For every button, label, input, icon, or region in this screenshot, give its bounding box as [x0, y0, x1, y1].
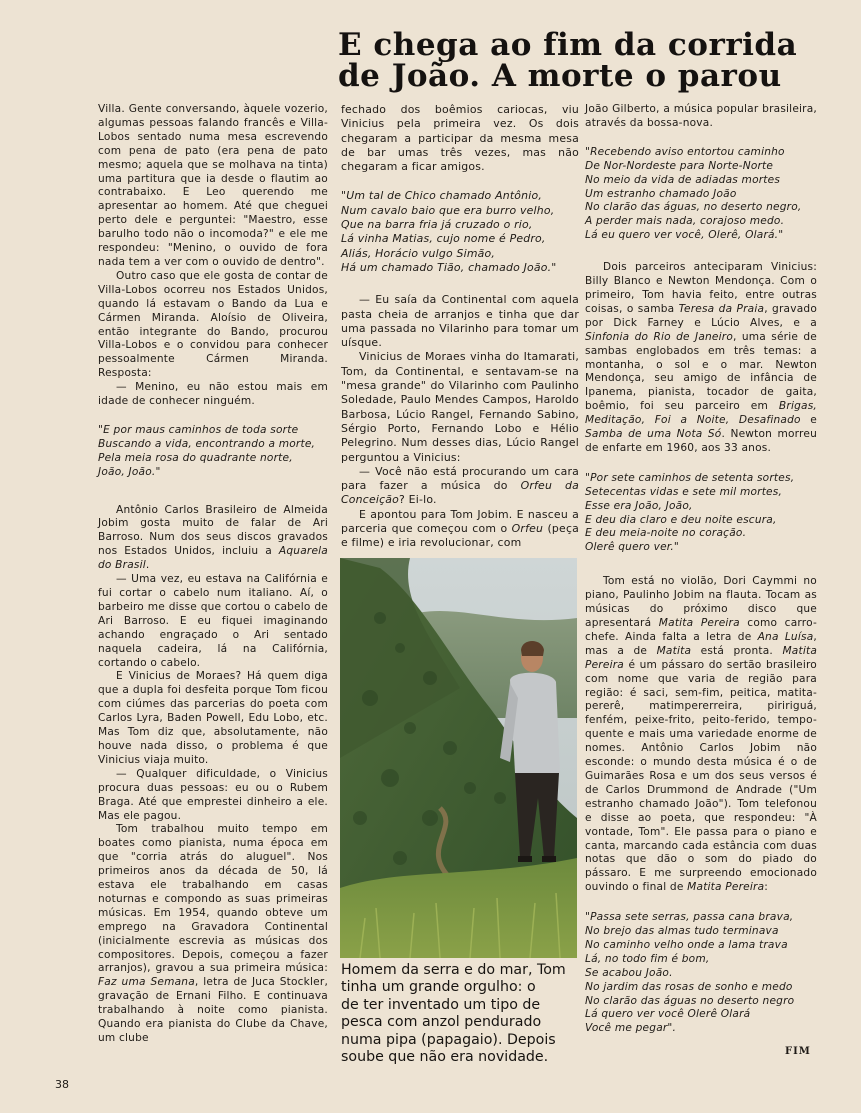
paragraph: Vinicius de Moraes vinha do Itamarati, Tom, da Continental, e sentavam-se na "mesa grande" do Vilarinho com Paulinho Soledade, Paulo Mendes Campos, Haroldo Barbosa, Lúcio Rangel, Fernando Sabino, Sérgio Porto, Fernando Lobo e Hélio Pelegrino. Num desses dias, Lúcio Rangel perguntou a Vinicius:	[341, 350, 579, 464]
verse-line: Aliás, Horácio vulgo Simão,	[341, 246, 496, 260]
title-line-2: de João. A morte o parou	[338, 58, 782, 94]
column-2	[341, 103, 579, 551]
verse-line: "E por maus caminhos de toda sorte	[98, 423, 299, 436]
verse-line: Um estranho chamado João	[585, 187, 737, 200]
verse-line: E deu dia claro e deu noite escura,	[585, 513, 777, 526]
verse-line: "Por sete caminhos de setenta sortes,	[585, 471, 795, 484]
caption-line: pesca com anzol pendurado	[341, 1014, 542, 1031]
verse-line: Há um chamado Tião, chamado João."	[341, 260, 557, 274]
paragraph: — Menino, eu não estou mais em idade de conhecer ninguém.	[98, 381, 328, 408]
caption-line: soube que não era novidade.	[341, 1049, 549, 1066]
paragraph: Dois parceiros anteciparam Vinicius: Billy Blanco e Newton Mendonça. Com o primeiro, Tom havia feito, entre outras coisas, o samba Teresa da Praia, gravado por Dick Farney e Lúcio Alves, e a Sinfonia do Rio de Janeiro, uma série de sambas englobados em três temas: a montanha, o sol e o mar. Newton Mendonça, seu amigo de infância de Ipanema, pianista, tocador de gaita, boêmio, foi seu parceiro em Brigas, Meditação, Foi a Noite, Desafinado e Samba de uma Nota Só. Newton morreu de enfarte em 1960, aos 33 anos.	[585, 261, 818, 454]
article-title	[338, 27, 838, 94]
title-line-1: E chega ao fim da corrida	[338, 27, 798, 63]
paragraph: Antônio Carlos Brasileiro de Almeida Jobim gosta muito de falar de Ari Barroso. Num dos seus discos gravados nos Estados Unidos, incluiu a Aquarela do Brasil.	[98, 503, 328, 572]
verse-line: No caminho velho onde a lama trava	[585, 938, 788, 951]
caption-line: de ter inventado um tipo de	[341, 996, 541, 1013]
column-3	[585, 103, 817, 1052]
verse-line: "Um tal de Chico chamado Antônio,	[341, 189, 543, 203]
paragraph: Tom está no violão, Dori Caymmi no piano, Paulinho Jobim na flauta. Tocam as músicas do próximo disco que apresentará Matita Pereira como carro-chefe. Ainda falta a letra de Ana Luísa, mas a de Matita está pronta. Matita Pereira é um pássaro do sertão brasileiro com nome que varia de região para região: é saci, sem-fim, peitica, matita-pererê, matimpererreira, piririguá, fenfém, peixe-frito, peito-ferido, tempo-quente e mais uma variedade enorme de nomes. Antônio Carlos Jobim não esconde: o mundo desta música é o de Guimarães Rosa e um dos seus versos é de Carlos Drummond de Andrade ("Um estranho chamado João"). Tom telefonou e disse ao poeta, que respondeu: "À vontade, Tom". Ele passa para o piano e canta, marcando cada estância com duas notas que dão o som do piado do pássaro. E me surpreendo emocionado ouvindo o final de Matita Pereira:	[585, 575, 818, 894]
verse-line: Lá eu quero ver você, Olerê, Olará."	[585, 229, 784, 242]
verse-line: No meio da vida de adiadas mortes	[585, 173, 781, 186]
verse-line: Lá quero ver você Olerê Olará	[585, 1008, 751, 1021]
photo-illustration	[340, 558, 577, 958]
verse-block	[585, 472, 817, 555]
verse-block	[585, 146, 817, 243]
verse-block	[341, 189, 579, 275]
verse-line: E deu meia-noite no coração.	[585, 527, 747, 540]
verse-line: Num cavalo baio que era burro velho,	[341, 203, 555, 217]
end-mark: FIM	[785, 1046, 811, 1057]
verse-line: Lá vinha Matias, cujo nome é Pedro,	[341, 232, 546, 246]
verse-line: João, João."	[98, 465, 161, 478]
paragraph: — Você não está procurando um cara para fazer a música do Orfeu da Conceição? Ei-lo.	[341, 464, 579, 507]
verse-line: Que na barra fria já cruzado o rio,	[341, 218, 533, 232]
verse-line: No brejo das almas tudo terminava	[585, 925, 779, 938]
verse-line: Pela meia rosa do quadrante norte,	[98, 451, 293, 464]
verse-line: Você me pegar".	[585, 1022, 677, 1035]
verse-line: Olerê quero ver."	[585, 541, 680, 554]
photo-man-on-mountain	[340, 558, 577, 958]
caption-line: numa pipa (papagaio). Depois	[341, 1031, 556, 1048]
photo-caption	[341, 962, 577, 1066]
caption-line: tinha um grande orgulho: o	[341, 979, 536, 996]
verse-line: "Passa sete serras, passa cana brava,	[585, 911, 794, 924]
paragraph: — Qualquer dificuldade, o Vinicius procura duas pessoas: eu ou o Rubem Braga. Até que emprestei dinheiro a ele. Mas ele pagou.	[98, 767, 328, 822]
verse-line: Lá, no todo fim é bom,	[585, 952, 710, 965]
paragraph: João Gilberto, a música popular brasileira, através da bossa-nova.	[585, 103, 817, 129]
verse-line: Esse era João, João,	[585, 499, 693, 512]
paragraph: E apontou para Tom Jobim. E nasceu a parceria que começou com o Orfeu (peça e filme) e iria revolucionar, com	[341, 507, 580, 550]
paragraph: — Eu saía da Continental com aquela pasta cheia de arranjos e tinha que dar uma passada no Vilarinho para tomar um uísque.	[341, 293, 579, 350]
paragraph: Tom trabalhou muito tempo em boates como pianista, numa época em que "corria atrás do aluguel". Nos primeiros anos da década de 50, lá estava ele trabalhando em casas noturnas e compondo as suas primeiras músicas. Em 1954, quando obteve um emprego na Gravadora Continental (inicialmente escrevia as músicas dos compositores. Depois, começou a fazer arranjos), gravou a sua primeira música: Faz uma Semana, letra de Juca Stockler, gravação de Ernani Filho. E continuava trabalhando à noite como pianista. Quando era pianista do Clube da Chave, um clube	[98, 823, 329, 1044]
column-1	[98, 103, 328, 1046]
verse-block	[98, 424, 328, 480]
paragraph: Outro caso que ele gosta de contar de Villa-Lobos ocorreu nos Estados Unidos, quando lá estavam o Bando da Lua e Cármen Miranda. Aloísio de Oliveira, então integrante do Bando, procurou Villa-Lobos e o convidou para conhecer pessoalmente Cármen Miranda. Resposta:	[98, 269, 328, 380]
verse-line: A perder mais nada, corajoso medo.	[585, 215, 785, 228]
paragraph: fechado dos boêmios cariocas, viu Vinicius pela primeira vez. Os dois chegaram a participar da mesma mesa de bar umas três vezes, mas não chegaram a ficar amigos.	[341, 103, 579, 174]
verse-line: Setecentas vidas e sete mil mortes,	[585, 485, 783, 498]
caption-line: Homem da serra e do mar, Tom	[341, 962, 566, 978]
verse-block	[585, 911, 817, 1036]
paragraph: Villa. Gente conversando, àquele vozerio, algumas pessoas falando francês e Villa-Lobos sentado numa mesa escrevendo com pena de pato (era pena de pato mesmo; aquela que se molhava na tinta) uma partitura que ia desde o flautim ao contrabaixo. E Leo querendo me apresentar ao homem. Até que cheguei perto dele e perguntei: "Maestro, esse barulho todo não o incomoda?" e ele me respondeu: "Menino, o ouvido de fora nada tem a ver com o ouvido de dentro".	[98, 103, 328, 268]
verse-line: Se acabou João.	[585, 966, 673, 979]
verse-line: Buscando a vida, encontrando a morte,	[98, 437, 316, 450]
verse-line: De Nor-Nordeste para Norte-Norte	[585, 159, 774, 172]
paragraph: E Vinicius de Moraes? Há quem diga que a dupla foi desfeita porque Tom ficou com ciúmes das parcerias do poeta com Carlos Lyra, Baden Powell, Edu Lobo, etc. Mas Tom diz que, absolutamente, não houve nada disso, o problema é que Vinicius viaja muito.	[98, 670, 328, 766]
verse-line: No clarão das águas no deserto negro	[585, 994, 795, 1007]
verse-line: No clarão das águas, no deserto negro,	[585, 201, 802, 214]
verse-line: No jardim das rosas de sonho e medo	[585, 980, 793, 993]
paragraph: — Uma vez, eu estava na Califórnia e fui cortar o cabelo num italiano. Aí, o barbeiro me disse que cortou o cabelo de Ari Barroso. E eu fiquei imaginando achando engraçado o Ari sentado naquela cadeira, lá na Califórnia, cortando o cabelo.	[98, 573, 328, 669]
page-number: 38	[55, 1078, 69, 1091]
verse-line: "Recebendo aviso entortou caminho	[585, 145, 785, 158]
